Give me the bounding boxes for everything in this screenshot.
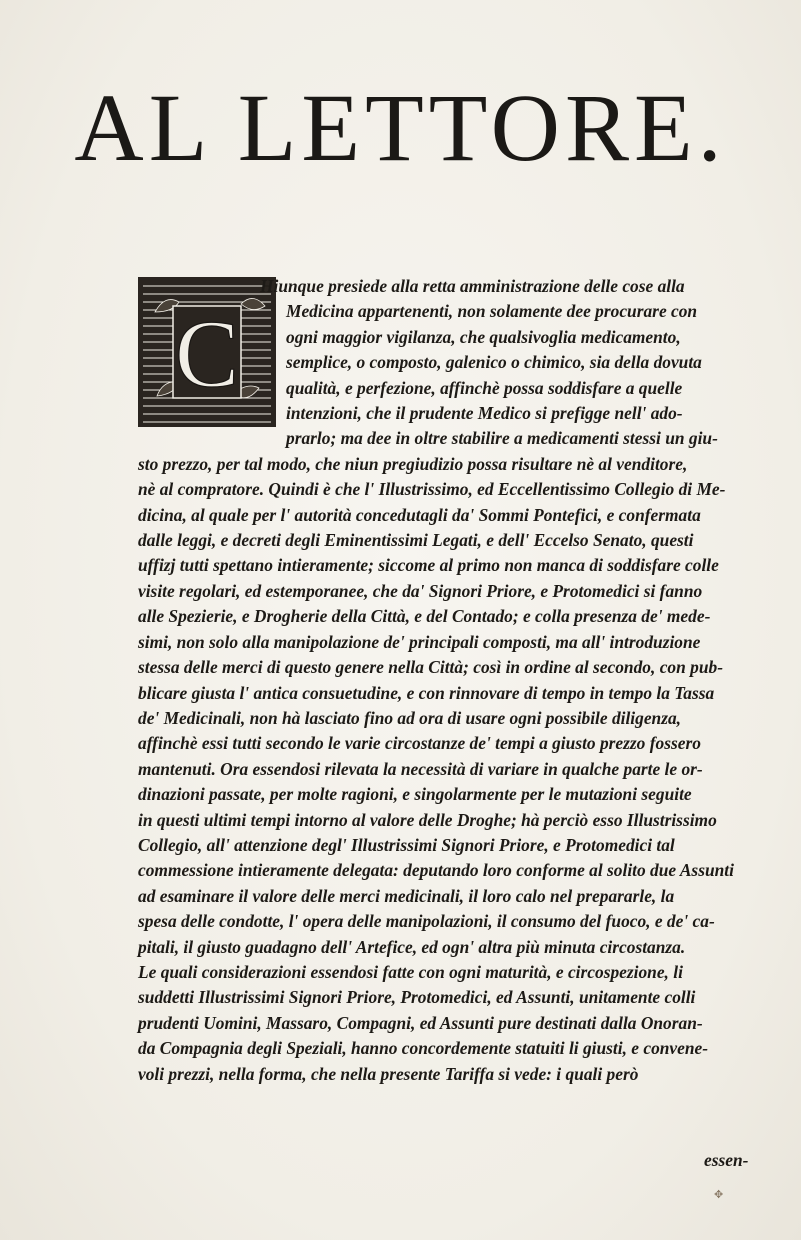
- text-line: de' Medicinali, non hà lasciato fino ad ora di usare ogni possibile diligenza,: [138, 707, 682, 728]
- initial-letter: C: [174, 300, 240, 407]
- text-line: dalle leggi, e decreti degli Eminentissimi Legati, e dell' Eccelso Senato, questi: [138, 530, 694, 551]
- text-line: commessione intieramente delegata: deputando loro conforme al solito due Assunti: [138, 860, 734, 881]
- preface-text: [138, 274, 762, 1087]
- text-line: simi, non solo alla manipolazione de' principali composti, ma all' introduzione: [138, 631, 701, 652]
- text-line: stessa delle merci di questo genere nella Città; così in ordine al secondo, con pub-: [138, 657, 723, 678]
- text-line: suddetti Illustrissimi Signori Priore, Protomedici, ed Assunti, unitamente colli: [138, 987, 696, 1008]
- text-line: uffizj tutti spettano intieramente; siccome al primo non manca di soddisfare colle: [138, 555, 719, 576]
- text-line: alle Spezierie, e Drogherie della Città, e del Contado; e colla presenza de' mede-: [138, 606, 711, 627]
- text-line: nè al compratore. Quindi è che l' Illustrissimo, ed Eccellentissimo Collegio di Me-: [138, 479, 726, 500]
- text-line: ad esaminare il valore delle merci medicinali, il loro calo nel prepararle, la: [138, 885, 675, 906]
- text-line: Le quali considerazioni essendosi fatte con ogni maturità, e circospezione, li: [138, 961, 683, 982]
- text-line: prudenti Uomini, Massaro, Compagni, ed Assunti pure destinati dalla Onoran-: [138, 1012, 703, 1033]
- text-line: in questi ultimi tempi intorno al valore delle Droghe; hà perciò esso Illustrissimo: [138, 809, 717, 830]
- text-line: Hiunque presiede alla retta amministrazione delle cose alla: [260, 276, 685, 296]
- text-line: sto prezzo, per tal modo, che niun pregiudizio possa risultare nè al venditore,: [138, 453, 688, 474]
- text-line: ogni maggior vigilanza, che qualsivoglia medicamento,: [286, 326, 681, 347]
- text-line: affinchè essi tutti secondo le varie circostanze de' tempi a giusto prezzo fossero: [138, 733, 701, 754]
- text-line: Medicina appartenenti, non solamente dee procurare con: [286, 301, 698, 322]
- text-line: da Compagnia degli Speziali, hanno concordemente statuiti li giusti, e convene-: [138, 1038, 709, 1059]
- text-line: blicare giusta l' antica consuetudine, e con rinnovare di tempo in tempo la Tassa: [138, 682, 715, 703]
- text-line: semplice, o composto, galenico o chimico, sia della dovuta: [286, 352, 702, 373]
- text-line: visite regolari, ed estemporanee, che da' Signori Priore, e Protomedici si fanno: [138, 580, 703, 601]
- text-line: intenzioni, che il prudente Medico si prefigge nell' ado-: [286, 403, 683, 424]
- text-line: prarlo; ma dee in oltre stabilire a medicamenti stessi un giu-: [286, 428, 718, 449]
- text-line: qualità, e perfezione, affinchè possa soddisfare a quelle: [286, 377, 683, 398]
- text-line: dicina, al quale per l' autorità concedutagli da' Sommi Pontefici, e confermata: [138, 504, 701, 525]
- text-line: dinazioni passate, per molte ragioni, e singolarmente per le mutazioni seguite: [138, 784, 692, 805]
- page-heading: AL LETTORE.: [74, 74, 727, 181]
- text-line: mantenuti. Ora essendosi rilevata la necessità di variare in qualche parte le or-: [138, 758, 703, 779]
- text-line: pitali, il giusto guadagno dell' Artefice, ed ogn' altra più minuta circostanza.: [138, 936, 686, 957]
- catchword: essen-: [704, 1150, 749, 1170]
- text-line: voli prezzi, nella forma, che nella presente Tariffa si vede: i quali però: [138, 1063, 639, 1084]
- text-line: Collegio, all' attenzione degl' Illustrissimi Signori Priore, e Protomedici tal: [138, 834, 675, 855]
- ornament-mark-icon: ✥: [714, 1188, 724, 1201]
- text-line: spesa delle condotte, l' opera delle manipolazioni, il consumo del fuoco, e de' ca-: [138, 911, 715, 932]
